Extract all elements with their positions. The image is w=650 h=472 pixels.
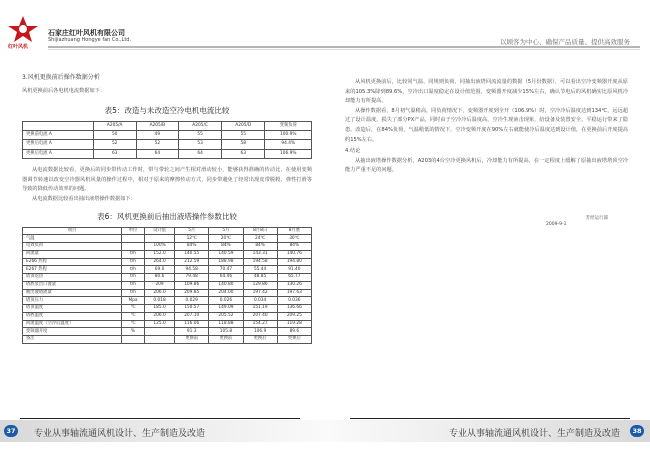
table-cell [122, 336, 145, 344]
table-row [23, 149, 312, 158]
table-cell: 91.3 [175, 328, 209, 336]
table-cell: 64.46 [209, 274, 243, 282]
table-cell: 84% [243, 243, 277, 251]
table-cell: 更换前 [209, 336, 243, 344]
table-cell: 84% [277, 243, 311, 251]
table-cell: 备注 [23, 336, 122, 344]
table-cell: 149.09 [209, 305, 243, 313]
table-cell: 130.26 [277, 281, 311, 289]
table-cell: 0.036 [277, 297, 311, 305]
table-cell: 106.9% [265, 149, 312, 158]
table-header-cell: A205/A [93, 121, 136, 130]
table-row [23, 250, 312, 258]
table-header-cell: A205/B [136, 121, 179, 130]
table-cell: 更换前 [175, 336, 209, 344]
table-cell: 154.27 [243, 320, 277, 328]
table-cell: 100.9% [265, 130, 312, 139]
header-slogan: 以顾客为中心、确保产品质量、提供高效服务 [500, 38, 630, 46]
table-cell: ℃ [122, 305, 145, 313]
table-header-cell: 单位 [122, 227, 145, 235]
table-cell: 151.19 [243, 305, 277, 313]
table-cell: 94.4% [265, 140, 312, 149]
section-title: 3.风机更换前后操作数据分析 [22, 74, 100, 81]
table-row [23, 274, 312, 282]
table-cell: 118.88 [209, 320, 243, 328]
table-row [23, 289, 312, 297]
table-header-cell: 5月 [209, 227, 243, 235]
table-cell: 49 [136, 130, 179, 139]
table-cell: 129.86 [243, 281, 277, 289]
table-cell: 53 [179, 140, 222, 149]
table-cell: 58 [221, 140, 265, 149]
paragraph: 从风机更换前后，比较同气温、同规则负荷、同抽出液塔回流流量的数据（5月份数据），可以看出空冷变频器开度从原来的105.3%降到89.6%，空冷出口温度稳定在设计值范围，变频器开度减少15%左右，确认节电后的风机确实比原风机冷却能力有所提高。 [345, 79, 628, 105]
table-cell: 80.6 [144, 274, 174, 282]
table-row [23, 258, 312, 266]
table-row [23, 140, 312, 149]
table-cell: 204.00 [209, 289, 243, 297]
table-header-cell [23, 121, 94, 130]
table-cell: 55 [179, 130, 222, 139]
table-cell: 209.85 [175, 289, 209, 297]
table-cell: 塔底温度 [23, 312, 122, 320]
table-cell: % [122, 328, 145, 336]
left-column [22, 72, 312, 344]
table-cell: 0.026 [209, 297, 243, 305]
table-cell: 回流温度（空冷后温度） [23, 320, 122, 328]
table-cell: 185.0 [144, 305, 174, 313]
table-cell: 206.0 [144, 289, 174, 297]
table-cell: 0.034 [243, 297, 277, 305]
table-row [23, 336, 312, 344]
table-cell: 电效负荷 [23, 243, 122, 251]
paragraph: 从抽出液塔操作数据分析，A203的4台空冷更换风机后，冷却能力有所提高，在一定程度上缓解了原抽出液塔塔顶空冷能力严重不足的问题。 [345, 157, 628, 174]
table-row [23, 235, 312, 243]
table-cell: 209.25 [277, 312, 311, 320]
table-cell: 89.6 [277, 328, 311, 336]
table-cell: 207.10 [175, 312, 209, 320]
table-cell: 188.98 [209, 258, 243, 266]
table-cell: 24℃ [243, 235, 277, 243]
table-row [23, 243, 312, 251]
table-cell: 69.0 [144, 266, 174, 274]
table6-title: 表6：风机更换前后抽出液塔操作参数比较 [97, 211, 237, 221]
table-cell: 106.9 [243, 328, 277, 336]
table-row [23, 320, 312, 328]
table-cell: 116.06 [175, 320, 209, 328]
footer-tagline-right: 专业从事轴流通风机设计、生产制造及改造 [449, 429, 621, 439]
table-cell: 264.0 [144, 258, 174, 266]
table-cell: t/h [122, 289, 145, 297]
table-row [23, 266, 312, 274]
signature-org: 芳烃运行部 [585, 216, 608, 221]
table-cell: E267 热程 [23, 266, 122, 274]
right-column [345, 78, 628, 176]
table-cell: 140.59 [209, 250, 243, 258]
table-cell: 109.86 [175, 281, 209, 289]
table-header-cell: A205/C [179, 121, 222, 130]
table-cell: 212.59 [175, 258, 209, 266]
header-divider-thin [48, 49, 640, 50]
table-cell: t/h [122, 266, 145, 274]
table-cell: t/h [122, 250, 145, 258]
table-cell: 105.8 [209, 328, 243, 336]
table-cell: 50 [93, 130, 136, 139]
table-cell: Mpa [122, 297, 145, 305]
table-cell: 206.0 [144, 312, 174, 320]
footer-rule-right [350, 418, 630, 419]
table-cell: 207.40 [243, 312, 277, 320]
table-cell: 150.57 [175, 305, 209, 313]
footer-tagline-left: 专业从事轴流通风机设计、生产制造及改造 [34, 429, 206, 439]
section-subtitle: 风机更换前后各电机电流数据如下： [22, 88, 106, 94]
table-cell: 64 [179, 149, 222, 158]
table-cell: 0.018 [144, 297, 174, 305]
table-cell: ℃ [122, 320, 145, 328]
table-cell: 塔顶温度 [23, 305, 122, 313]
table-cell: t/h [122, 274, 145, 282]
table-cell: 125.0 [144, 320, 174, 328]
table-header-row [23, 227, 312, 235]
table-cell [122, 243, 145, 251]
table-cell: 84% [175, 243, 209, 251]
table-cell: 55 [221, 130, 265, 139]
table-cell: 64 [136, 149, 179, 158]
table6-operation-parameters [22, 227, 312, 344]
table-cell: 52 [136, 140, 179, 149]
table-cell: 12℃ [175, 235, 209, 243]
table-cell: 194.80 [277, 258, 311, 266]
table-cell: t/h [122, 258, 145, 266]
table-cell: 抽出液塔流量 [23, 289, 122, 297]
table-row [23, 281, 312, 289]
table-cell: 更换后 [277, 336, 311, 344]
table-cell: E266 热程 [23, 258, 122, 266]
table-cell: 回流量 [23, 250, 122, 258]
table-header-cell: A205/D [221, 121, 265, 130]
table-cell: 塔顶压力 [23, 297, 122, 305]
table-cell: 84% [209, 243, 243, 251]
table6-intro: 从电流数据比较看出抽出液塔操作数据如下： [32, 195, 136, 202]
table-row [23, 130, 312, 139]
table-cell: 91.40 [277, 266, 311, 274]
table-header-cell: 项目 [23, 227, 122, 235]
table-row [23, 328, 312, 336]
table-cell: 48.85 [243, 274, 277, 282]
table-cell: 更换后电流 A [23, 140, 94, 149]
table-header-cell: 变频负荷 [265, 121, 312, 130]
table-cell: 140.55 [175, 250, 209, 258]
table-cell: 209 [144, 281, 174, 289]
table-cell: 更换后 [243, 336, 277, 344]
table-cell: 63 [93, 149, 136, 158]
table-header-cell: 8月底 [277, 227, 311, 235]
table-cell: 塔顶返热 [23, 274, 122, 282]
table-cell: 100% [144, 243, 174, 251]
table-cell: 更换后电流 A [23, 149, 94, 158]
table-cell [144, 328, 174, 336]
table-cell: 197.63 [277, 289, 311, 297]
table-header-cell: 8月8日 [243, 227, 277, 235]
table-cell: 119.28 [277, 320, 311, 328]
paragraph: 从操作数据看，8月初气温稍高，同负荷情况下，变频器开度到全开（106.9%）时，空冷冷后温度达到134℃，远远超过了设计温度，损失了部分PX产品，同时由于空冷冷后温度高，空冷生现液击现象，给设备及装置安全、平稳运行带来了隐患。改造后，在84%负荷，气温稍低的情况下，空冷变频开度在90%左右就能使冷后温度达到设计值，在更换前后开度提高约15%左右。 [345, 107, 628, 143]
table-cell [122, 235, 145, 243]
table-cell: 79.48 [175, 274, 209, 282]
paragraph: 从电流数据比较看，更换后的同步带传动工作时，带与带轮之间产生相对滑动较小，能够获得准确的传动比，在使用变频器调节转速以改变空冷器风机风量的操作过程中，相对于原来的摩擦传动方式，同步带避免了经常出现皮带脱毂、弹性打滑等导致的降低传动效率的问题。 [22, 167, 312, 193]
table-cell: 152.0 [144, 250, 174, 258]
conclusion-title: 4.结论 [345, 148, 361, 155]
table-cell: 气温 [23, 235, 122, 243]
table-cell: 140.76 [277, 250, 311, 258]
table-cell: 136.66 [277, 305, 311, 313]
table-cell: ℃ [122, 312, 145, 320]
company-name-en: Shijiazhuang Hongye fan Co.,Ltd. [48, 37, 132, 43]
table-cell: 143.31 [243, 250, 277, 258]
page-number-right: 38 [630, 425, 644, 437]
table-cell: 0.029 [175, 297, 209, 305]
table-cell [144, 235, 174, 243]
table-cell: 20℃ [209, 235, 243, 243]
table-cell [144, 336, 174, 344]
logo-text: 红叶风机 [8, 44, 29, 50]
table-cell: 63 [221, 149, 265, 158]
table-cell: 205.52 [209, 312, 243, 320]
signature-date: 2009-9-1 [546, 222, 567, 227]
table-cell: 94.58 [175, 266, 209, 274]
table-cell: 140.80 [209, 281, 243, 289]
table-cell: 65.77 [277, 274, 311, 282]
footer-rule-left [20, 418, 300, 419]
table-cell: 70.47 [209, 266, 243, 274]
table-cell: 194.58 [243, 258, 277, 266]
table-cell: 197.42 [243, 289, 277, 297]
page-number-left: 37 [4, 425, 18, 437]
table-cell: t/h [122, 281, 145, 289]
table-header-row [23, 121, 312, 130]
table-cell: 30℃ [277, 235, 311, 243]
table-header-cell: 设计值 [144, 227, 174, 235]
table5-title: 表5：改造与未改造空冷电机电流比较 [104, 105, 230, 115]
table-header-cell: 5月 [175, 227, 209, 235]
table-cell: 塔底泵出口流量 [23, 281, 122, 289]
table-cell: 更换前电流 A [23, 130, 94, 139]
table-row [23, 305, 312, 313]
table-cell: 变频器开度 [23, 328, 122, 336]
page-header [0, 0, 650, 60]
table-cell: 52 [93, 140, 136, 149]
table5-current-comparison [22, 121, 312, 160]
table-row [23, 297, 312, 305]
company-name-cn: 石家庄红叶风机有限公司 [48, 29, 125, 37]
table-cell: 55.44 [243, 266, 277, 274]
table-row [23, 312, 312, 320]
